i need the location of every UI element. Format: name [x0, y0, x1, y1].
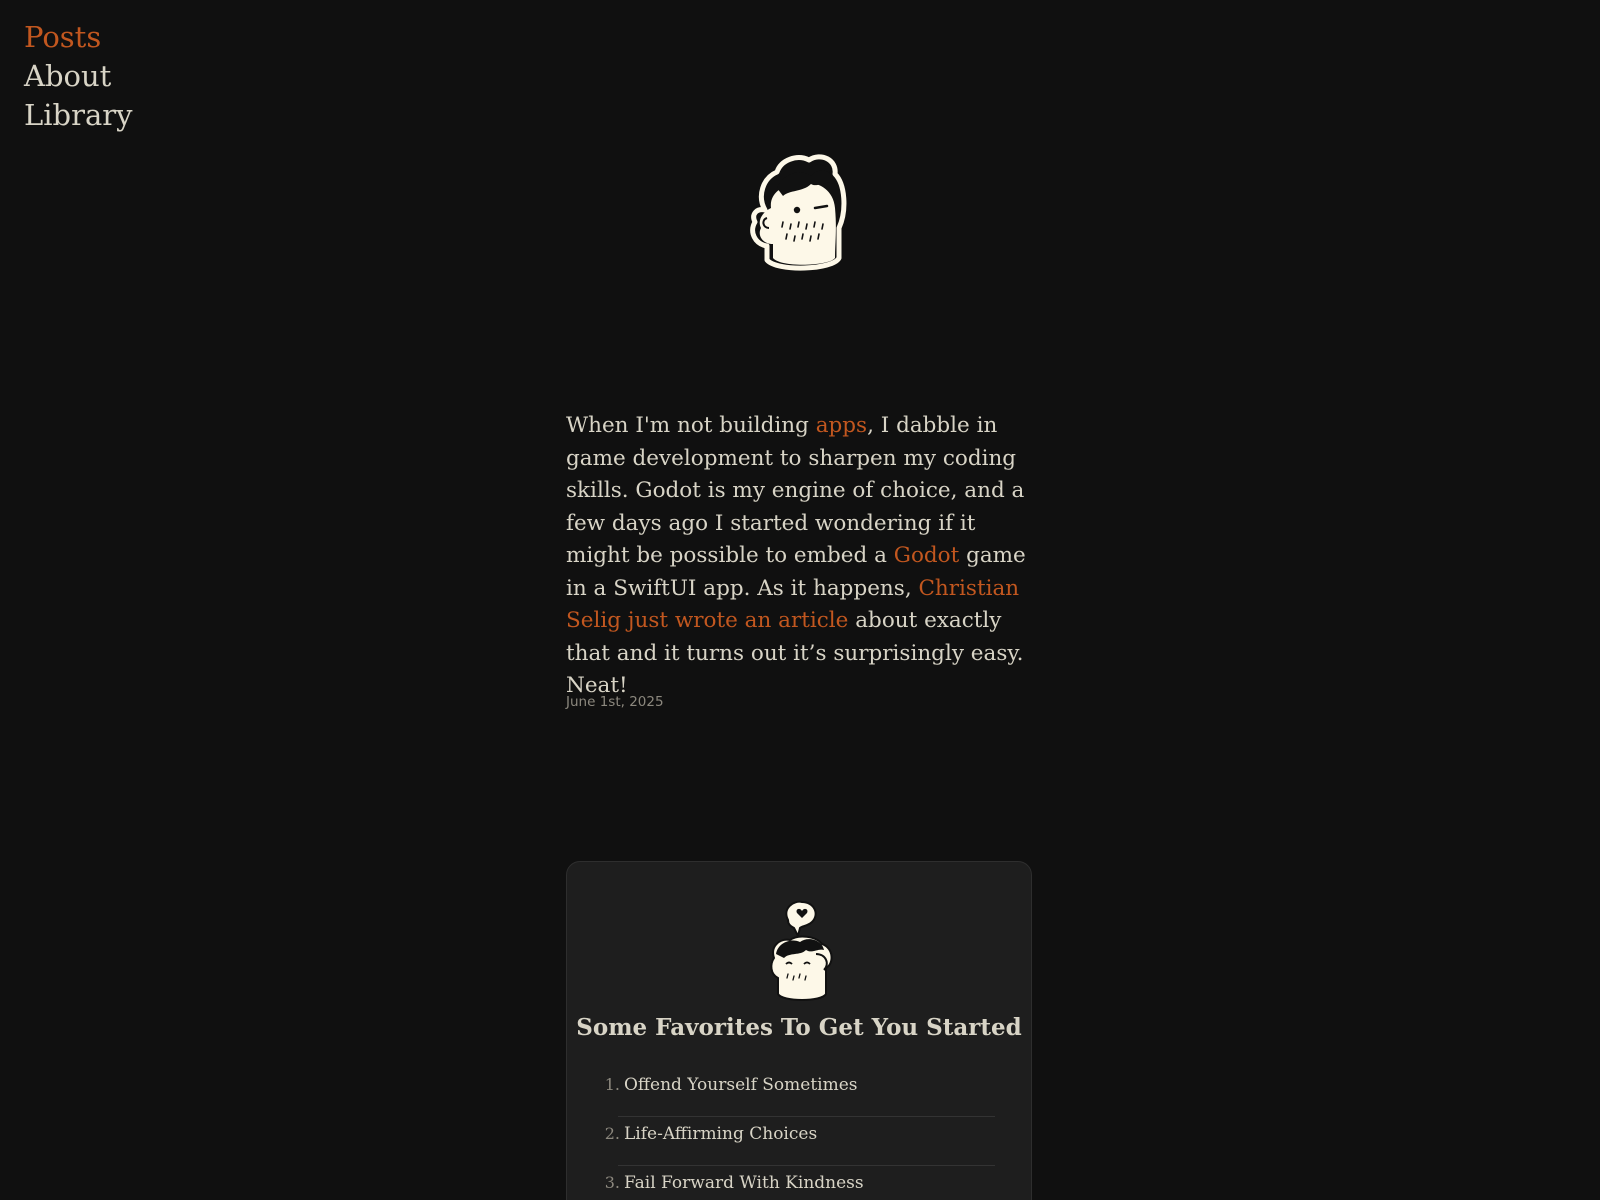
post-text: game in a SwiftUI app. As it happens, [566, 543, 1026, 601]
godot-link[interactable]: Godot [893, 543, 960, 568]
christian-selig-article-link[interactable]: Christian Selig just wrote an article [566, 575, 1020, 633]
nav-library-link[interactable]: Library [24, 98, 133, 132]
nav-about-link[interactable]: About [24, 59, 112, 93]
favorites-title: Some Favorites To Get You Started [576, 1014, 1022, 1041]
favorites-card [566, 861, 1032, 1200]
doodle-avatar-heart-bubble-icon [760, 898, 840, 1002]
list-item-number: 2. [604, 1124, 620, 1143]
post-text: about exactly that and it turns out it’s surprisingly easy. Neat! [566, 608, 1024, 698]
list-item-number: 1. [604, 1075, 620, 1094]
doodle-avatar-icon[interactable] [737, 148, 849, 272]
post-text: , I dabble in game development to sharpen my coding skills. Godot is my engine of choice, and a few days ago I started wondering if it might be possible to embed a [566, 413, 1025, 568]
list-item [604, 1068, 995, 1117]
nav-posts-link[interactable]: Posts [24, 20, 102, 54]
list-item [604, 1117, 995, 1166]
favorite-link[interactable]: Offend Yourself Sometimes [624, 1075, 858, 1095]
post-date[interactable]: June 1st, 2025 [566, 694, 664, 710]
site-nav [24, 18, 133, 135]
favorite-link[interactable]: Fail Forward With Kindness [624, 1173, 864, 1193]
favorite-link[interactable]: Life-Affirming Choices [624, 1124, 818, 1144]
post-text: When I'm not building [566, 413, 816, 438]
list-item-number: 3. [604, 1173, 620, 1192]
post-body [566, 410, 1036, 703]
list-item [604, 1166, 995, 1200]
apps-link[interactable]: apps [815, 413, 868, 438]
favorites-list [567, 1068, 1031, 1200]
